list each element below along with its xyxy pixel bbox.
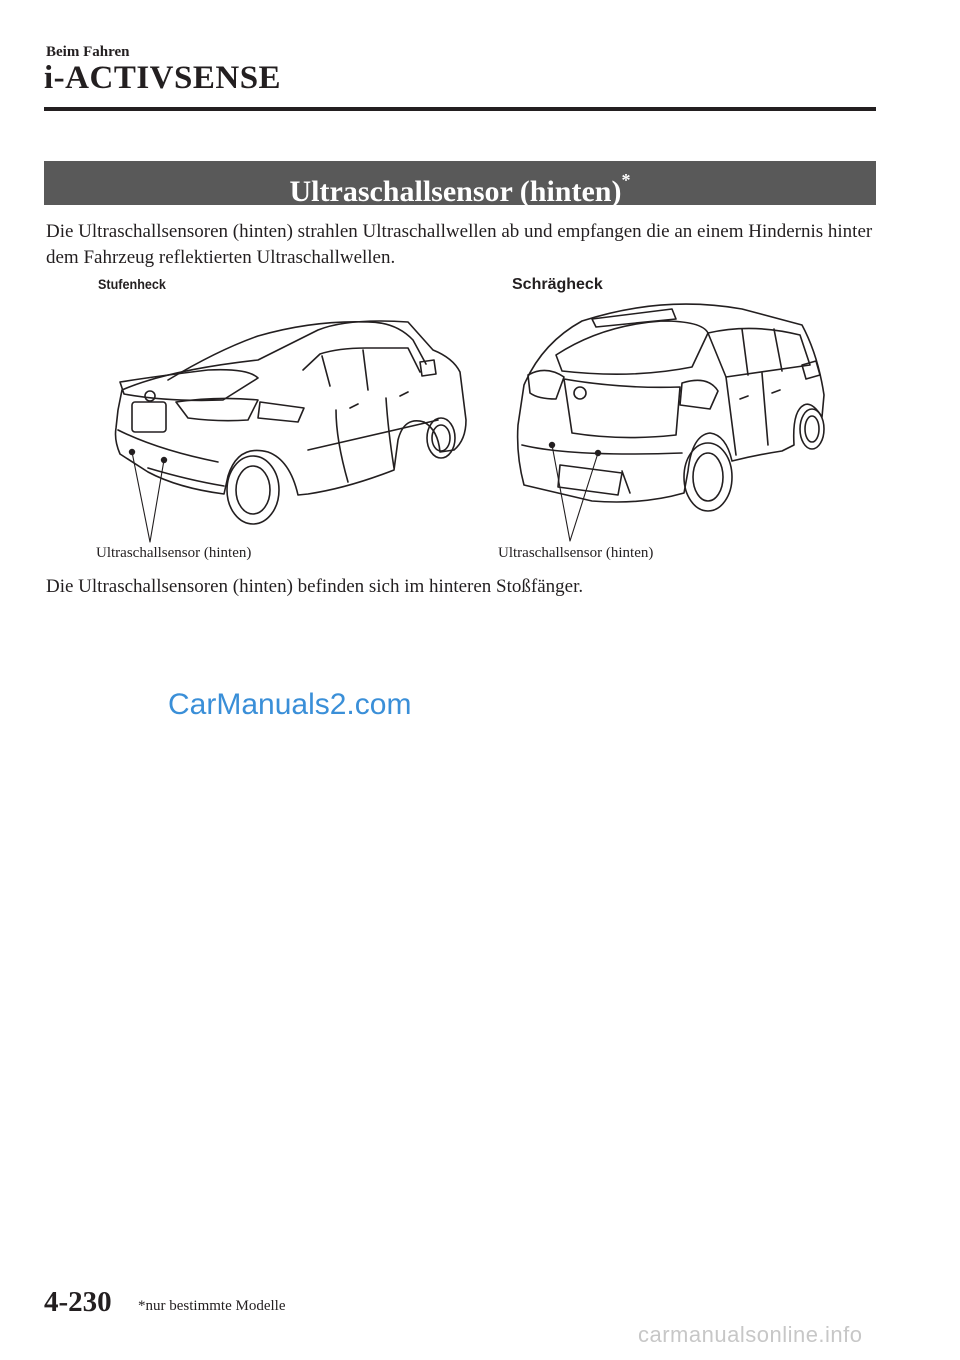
section-label: Beim Fahren xyxy=(46,44,130,60)
footnote: *nur bestimmte Modelle xyxy=(138,1298,286,1314)
page-number: 4-230 xyxy=(44,1286,112,1318)
section-title: Ultraschallsensor (hinten) xyxy=(289,175,622,208)
hatchback-label: Schrägheck xyxy=(512,276,603,293)
sedan-label: Stufenheck xyxy=(98,276,166,292)
chapter-divider xyxy=(44,107,876,111)
footnote-marker: * xyxy=(621,170,631,190)
hatchback-sensor-callout: Ultraschallsensor (hinten) xyxy=(498,545,654,561)
intro-paragraph: Die Ultraschallsensoren (hinten) strahlen Ultraschallwellen ab und empfangen die an einem Hindernis hinter dem Fahrzeug reflektierten Ultraschallwellen. xyxy=(46,221,873,268)
footer-site-watermark: carmanualsonline.info xyxy=(638,1322,863,1347)
chapter-title: i-ACTIVSENSE xyxy=(44,60,282,96)
body-paragraph: Die Ultraschallsensoren (hinten) befinden sich im hinteren Stoßfänger. xyxy=(46,576,584,597)
section-title-bar xyxy=(44,161,876,208)
hatchback-illustration xyxy=(512,295,832,547)
sedan-illustration xyxy=(108,310,478,548)
sedan-sensor-callout: Ultraschallsensor (hinten) xyxy=(96,545,252,561)
watermark-logo: CarManuals2.com xyxy=(168,688,412,721)
